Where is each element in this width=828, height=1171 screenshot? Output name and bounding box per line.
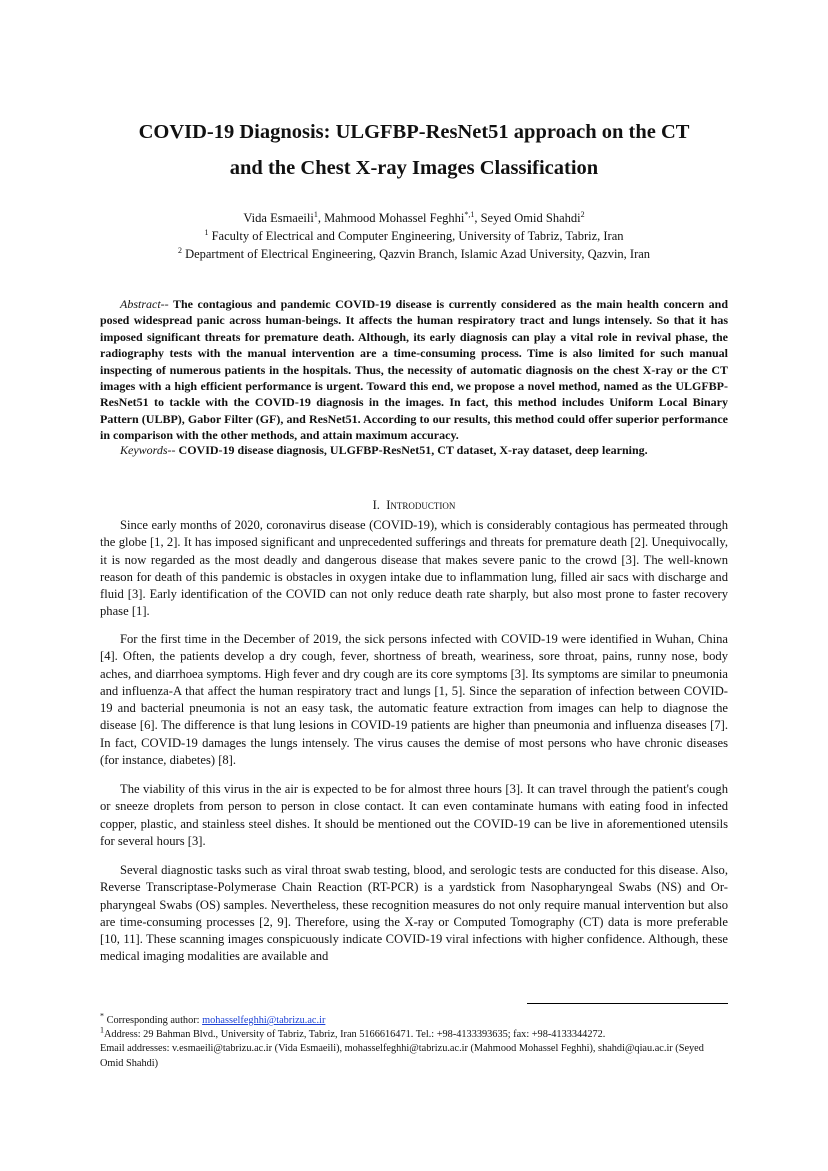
author-3-affiliation: 2 bbox=[580, 209, 585, 219]
email-addresses-note: Email addresses: v.esmaeili@tabrizu.ac.ir (Vida Esmaeili), mohasselfeghhi@tabrizu.ac.ir (Mahmood Mohassel Feghhi), shahdi@qiau.ac.ir (Seyed Omid Shahdi) bbox=[100, 1043, 704, 1069]
affiliation-1-text: Faculty of Electrical and Computer Engineering, University of Tabriz, Tabriz, Iran bbox=[208, 229, 624, 243]
affiliation-2-text: Department of Electrical Engineering, Qazvin Branch, Islamic Azad University, Qazvin, Iran bbox=[181, 247, 651, 261]
paragraph-2: For the first time in the December of 2019, the sick persons infected with COVID-19 were identified in Wuhan, China [4]. Often, the patients develop a dry cough, fever, shortness of breath, weariness, sore throat, pains, runny nose, body aches, and diarrhoea symptoms. High fever and dry cough are its core symptoms [3]. Its symptoms are similar to pneumonia and influenza-A that affect the human respiratory tract and lungs [1, 5]. Since the separation of infection between COVID-19 and bacterial pneumonia is not an easy task, the automatic feature extraction from images can help to diagnose the disease [6]. The difference is that lung lesions in COVID-19 patients are higher than pneumonia and influenza diseases [7]. In fact, COVID-19 damages the lungs intensely. The virus causes the demise of most persons who have chronic diseases (for instance, diabetes) [8]. bbox=[100, 632, 728, 768]
paper-title bbox=[100, 114, 728, 186]
abstract-text: The contagious and pandemic COVID-19 disease is currently considered as the main health concern and posed widespread panic across human-beings. It affects the human respiratory tract and lungs intensely. So that it has imposed significant threats for premature death. Although, its early diagnosis can play a vital role in revival phase, the radiography tests with the manual intervention are a time-consuming process. Time is also limited for such manual inspecting of numerous patients in the hospitals. Thus, the necessity of automatic diagnosis on the chest X-ray or the CT images with a high efficient performance is urgent. Toward this end, we propose a novel method, named as the ULGFBP-ResNet51 to tackle with the COVID-19 diagnosis in the images. In fact, this method includes Uniform Local Binary Pattern (ULBP), Gabor Filter (GF), and ResNet51. According to our results, this method could offer superior performance in comparison with the other methods, and attain maximum accuracy. bbox=[100, 297, 728, 443]
title-line-1: COVID-19 Diagnosis: ULGFBP-ResNet51 approach on the CT bbox=[138, 121, 690, 143]
footnotes bbox=[100, 1011, 728, 1071]
corresponding-label: Corresponding author: bbox=[104, 1015, 203, 1026]
corresponding-author-note bbox=[100, 1011, 728, 1028]
corresponding-mark: * bbox=[100, 1011, 104, 1021]
author-2-affiliation: *,1 bbox=[464, 209, 475, 219]
address-mark: 1 bbox=[100, 1025, 104, 1035]
affiliation-2 bbox=[100, 245, 728, 264]
author-1: Vida Esmaeili bbox=[243, 211, 314, 225]
corresponding-email-link[interactable]: mohasselfeghhi@tabrizu.ac.ir bbox=[202, 1015, 326, 1026]
author-1-affiliation: 1 bbox=[313, 209, 318, 219]
affiliation-1-number: 1 bbox=[204, 227, 209, 237]
abstract bbox=[100, 296, 728, 444]
footnote-rule bbox=[527, 1003, 728, 1004]
section-heading bbox=[100, 498, 728, 513]
author-3: , Seyed Omid Shahdi bbox=[474, 211, 581, 225]
affiliation-2-number: 2 bbox=[177, 245, 182, 255]
keywords bbox=[100, 442, 728, 458]
author-2: , Mahmood Mohassel Feghhi bbox=[317, 211, 465, 225]
keywords-text: COVID-19 disease diagnosis, ULGFBP-ResNet51, CT dataset, X-ray dataset, deep learning. bbox=[175, 443, 648, 457]
address-note bbox=[100, 1025, 728, 1042]
abstract-label: Abstract-- bbox=[120, 297, 169, 311]
paragraph-1: Since early months of 2020, coronavirus disease (COVID-19), which is considerably contagious has permeated through the globe [1, 2]. It has imposed significant and unprecedented sufferings and threats for premature death [2]. Unequivocally, it is now regarded as the most deadly and dangerous disease that makes severe panic to the crowd [3]. The well-known reason for death of this pandemic is obstacles in oxygen intake due to inflammation lung, filled air sacs with discharge and fluid [3]. Early identification of the COVID can not only reduce death rate sharply, but also most prone to faster recovery phase [1]. bbox=[100, 518, 728, 619]
section-title: Introduction bbox=[386, 498, 456, 512]
keywords-label: Keywords-- bbox=[120, 443, 176, 457]
section-number: I. bbox=[372, 498, 380, 512]
author-list bbox=[100, 209, 728, 228]
address-text: Address: 29 Bahman Blvd., University of Tabriz, Tabriz, Iran 5166616471. Tel.: +98-4133393635; fax: +98-4133344272. bbox=[104, 1029, 606, 1041]
title-line-2: and the Chest X-ray Images Classification bbox=[229, 157, 599, 179]
paragraph-4: Several diagnostic tasks such as viral throat swab testing, blood, and serologic tests are conducted for this disease. Also, Reverse Transcriptase-Polymerase Chain Reaction (RT-PCR) is a yardstick from Nasopharyngeal Swabs (NS) and Or-pharyngeal Swabs (OS) samples. Nevertheless, these recognition measures do not only require manual intervention but also are time-consuming processes [2, 9]. Therefore, using the X-ray or Computed Tomography (CT) data is more preferable [10, 11]. These scanning images conspicuously indicate COVID-19 viral infections with higher confidence. Although, these medical imaging modalities are available and bbox=[100, 863, 728, 964]
affiliation-1 bbox=[100, 227, 728, 246]
paragraph-3: The viability of this virus in the air is expected to be for almost three hours [3]. It can travel through the patient's cough or sneeze droplets from person to person in close contact. It can even contaminate humans with eating food in infected copper, plastic, and stainless steel dishes. It should be mentioned out the COVID-19 can be live in aforementioned utensils for several hours [3]. bbox=[100, 782, 728, 848]
